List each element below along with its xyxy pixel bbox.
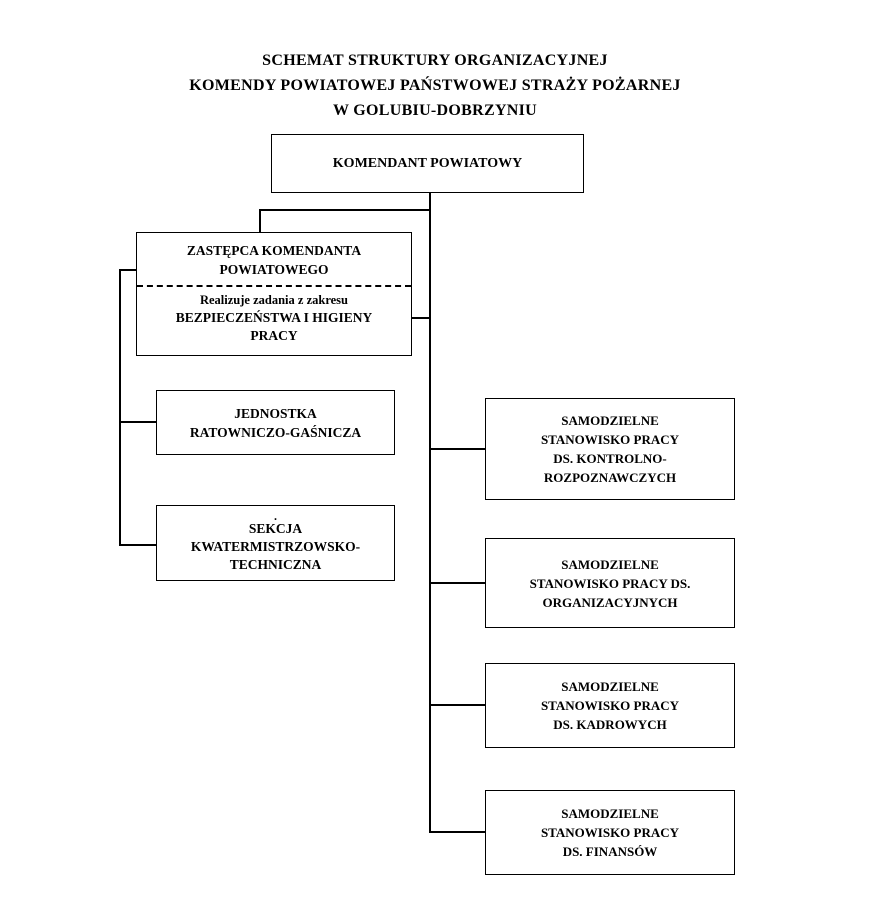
connector-deputy-right-stub [412, 317, 430, 319]
connector-deputy-top-vertical [259, 209, 261, 233]
node-stanowisko-finansowe [485, 790, 735, 875]
node-finansowe-line-2: STANOWISKO PRACY [540, 825, 680, 840]
connector-trunk-vertical [429, 193, 431, 833]
connector-sekcja-stub [119, 544, 157, 546]
node-stanowisko-organizacyjne [485, 538, 735, 628]
node-stanowisko-kadrowe [485, 663, 735, 748]
node-zastepca-name [137, 233, 411, 285]
connector-organizacyjne-stub [430, 582, 485, 584]
node-jednostka-ratowniczo-gasnicza [156, 390, 395, 455]
node-kontrolno-line-4: ROZPOZNAWCZYCH [543, 470, 677, 485]
node-kontrolno-line-1: SAMODZIELNE [561, 413, 659, 428]
node-zastepca-name-line-2: POWIATOWEGO [219, 262, 329, 277]
node-kontrolno-line-3: DS. KONTROLNO- [553, 451, 667, 466]
node-zastepca-tasks [137, 287, 411, 345]
node-kadrowe-line-2: STANOWISKO PRACY [540, 698, 680, 713]
node-zastepca-komendanta [136, 232, 412, 356]
chart-title-line-2: KOMENDY POWIATOWEJ PAŃSTWOWEJ STRAŻY POŻARNEJ [189, 77, 681, 94]
node-finansowe-line-3: DS. FINANSÓW [562, 844, 658, 859]
node-sekcja-line-2: KWATERMISTRZOWSKO- [190, 539, 361, 554]
chart-title-line-3: W GOLUBIU-DOBRZYNIU [332, 102, 538, 119]
node-zastepca-task-intro: Realizuje zadania z zakresu [199, 293, 349, 307]
node-finansowe-line-1: SAMODZIELNE [561, 806, 659, 821]
connector-jrg-stub [119, 421, 157, 423]
node-zastepca-task-line-1: BEZPIECZEŃSTWA I HIGIENY [175, 310, 373, 325]
connector-finansowe-stub [430, 831, 485, 833]
node-jrg-line-1: JEDNOSTKA [234, 405, 317, 421]
node-zastepca-name-line-1: ZASTĘPCA KOMENDANTA [186, 243, 362, 258]
connector-deputy-top-horizontal [259, 209, 431, 211]
node-komendant-label: KOMENDANT POWIATOWY [332, 156, 523, 171]
node-jrg-line-2: RATOWNICZO-GAŚNICZA [189, 424, 362, 440]
node-sekcja-line-1: SEKCJA [248, 521, 303, 536]
sekcja-dot: . [274, 509, 277, 523]
node-organizacyjne-line-3: ORGANIZACYJNYCH [542, 594, 678, 610]
node-kadrowe-line-1: SAMODZIELNE [561, 679, 659, 694]
node-sekcja-line-3: TECHNICZNA [229, 557, 322, 572]
node-organizacyjne-line-2: STANOWISKO PRACY DS. [529, 575, 691, 591]
node-kadrowe-line-3: DS. KADROWYCH [553, 717, 667, 732]
connector-kontrolno-stub [430, 448, 485, 450]
node-kontrolno-line-2: STANOWISKO PRACY [540, 432, 680, 447]
node-stanowisko-kontrolno-rozpoznawcze [485, 398, 735, 500]
chart-title [0, 48, 870, 123]
chart-title-line-1: SCHEMAT STRUKTURY ORGANIZACYJNEJ [262, 52, 608, 69]
node-zastepca-task-line-2: PRACY [250, 328, 298, 343]
connector-kadrowe-stub [430, 704, 485, 706]
connector-left-rail [119, 269, 121, 546]
node-organizacyjne-line-1: SAMODZIELNE [561, 556, 659, 572]
node-sekcja-kwatermistrzowsko-techniczna [156, 505, 395, 581]
node-komendant-powiatowy [271, 134, 584, 193]
connector-deputy-left-stub [119, 269, 137, 271]
